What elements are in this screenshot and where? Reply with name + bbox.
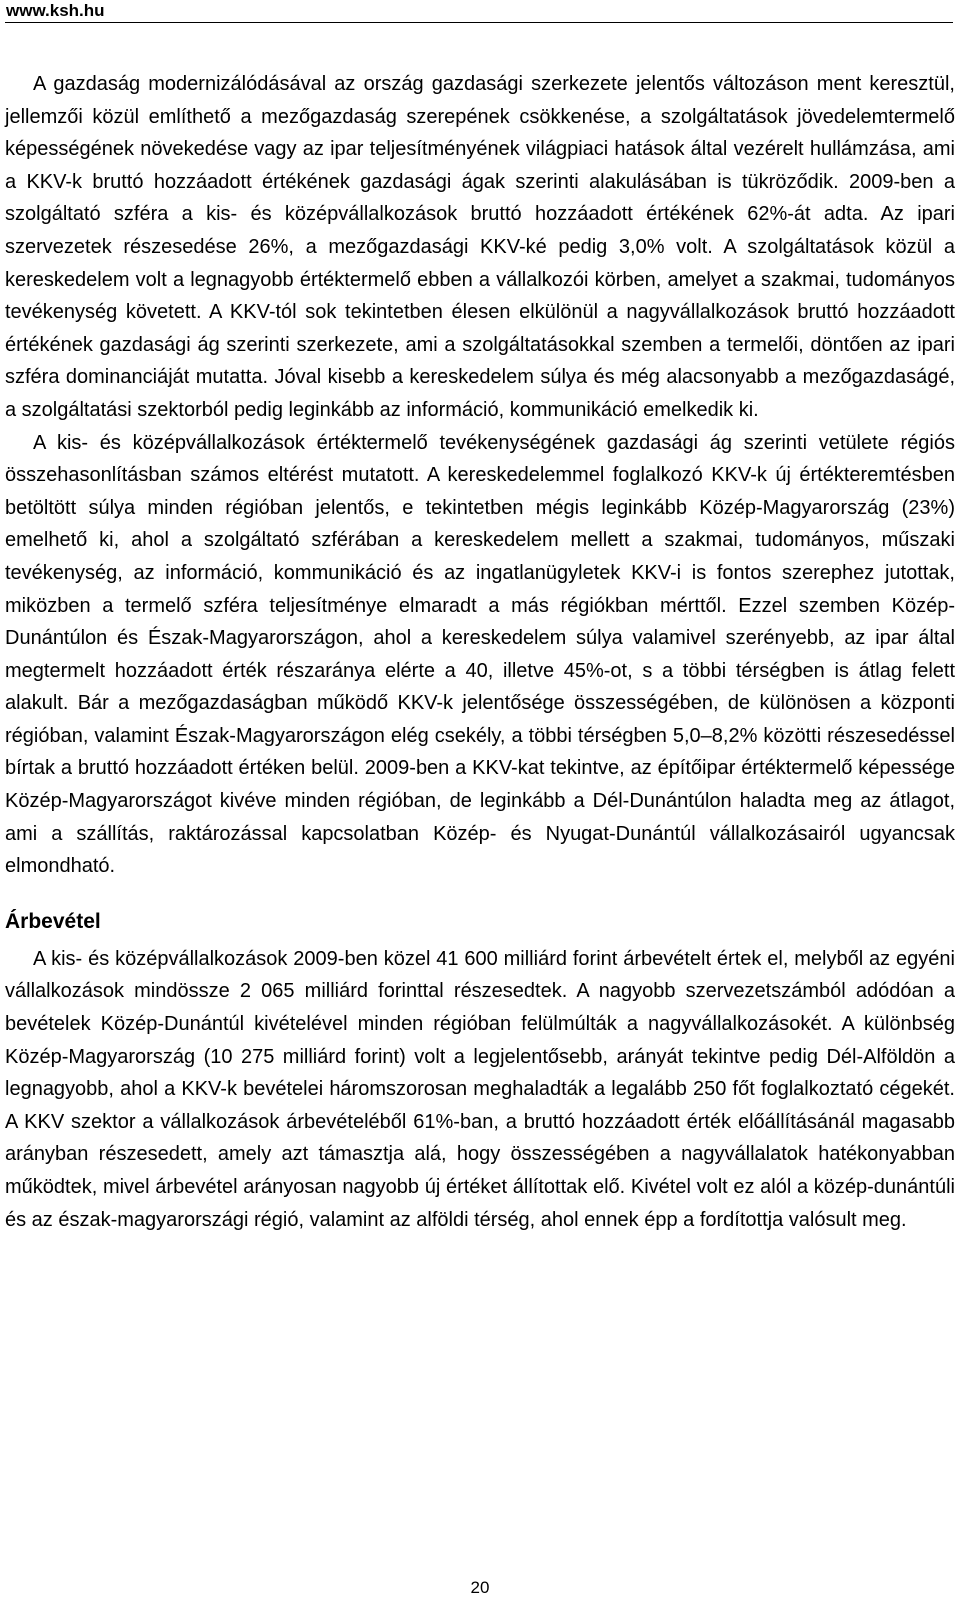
paragraph-gazdasagi-szerkezet: A gazdaság modernizálódásával az ország gazdasági szerkezete jelentős változáson ment keresztül, jellemzői közül említhető a mezőgazdaság szerepének csökkenése, a szolgáltatások jövedelemtermelő képességének növekedése vagy az ipar teljesítményének világpiaci hatások által vezérelt hullámzása, ami a KKV-k bruttó hozzáadott értékének gazdasági ágak szerinti alakulásában is tükröződik. 2009-ben a szolgáltató szféra a kis- és középvállalkozások bruttó hozzáadott értékének 62%-át adta. Az ipari szervezetek részesedése 26%, a mezőgazdasági KKV-ké pedig 3,0% volt. A szolgáltatások közül a kereskedelem volt a legnagyobb értéktermelő ebben a vállalkozói körben, amelyet a szakmai, tudományos tevékenység követett. A KKV-tól sok tekintetben élesen elkülönül a nagyvállalkozások bruttó hozzáadott értékének gazdasági ág szerinti szerkezete, ami a szolgáltatásokkal szemben a termelői, döntően az ipari szféra dominanciáját mutatta. Jóval kisebb a kereskedelem súlya és még alacsonyabb a mezőgazdaságé, a szolgáltatási szektorból pedig leginkább az információ, kommunikáció emelkedik ki. bbox=[5, 73, 955, 421]
paragraph-arbevetel: A kis- és középvállalkozások 2009-ben közel 41 600 milliárd forint árbevételt értek el, melyből az egyéni vállalkozások mindössze 2 065 milliárd forinttal részesedtek. A nagyobb szervezetszámból adódóan a bevételek Közép-Dunántúl kivételével minden régióban felülmúlták a nagyvállalkozásokét. A különbség Közép-Magyarország (10 275 milliárd forint) volt a legjelentősebb, arányát tekintve pedig Dél-Alföldön a legnagyobb, ahol a KKV-k bevételei háromszorosan meghaladták a legalább 250 főt foglalkoztató cégekét. A KKV szektor a vállalkozások árbevételéből 61%-ban, a bruttó hozzáadott érték előállításánál magasabb arányban részesedett, amely azt támasztja alá, hogy összességében a nagyvállalatok hatékonyabban működtek, mivel árbevétel arányosan nagyobb új értéket állítottak elő. Kivétel volt ez alól a közép-dunántúli és az észak-magyarországi régió, valamint az alföldi térség, ahol ennek épp a fordítottja valósult meg. bbox=[5, 947, 955, 1231]
document-body bbox=[5, 68, 955, 1236]
header-divider bbox=[5, 22, 953, 23]
section-heading-arbevetel: Árbevétel bbox=[5, 909, 101, 933]
site-url: www.ksh.hu bbox=[6, 1, 105, 20]
paragraph-regios-osszehasonlitas: A kis- és középvállalkozások értéktermelő tevékenységének gazdasági ág szerinti vetülete régiós összehasonlításban számos eltérést mutatott. A kereskedelemmel foglalkozó KKV-k új értékteremtésben betöltött súlya minden régióban jelentős, e tekintetben mégis leginkább Közép-Magyarország (23%) emelhető ki, ahol a szolgáltató szférában a kereskedelem mellett a szakmai, tudományos, műszaki tevékenység, az információ, kommunikáció és az ingatlanügyletek KKV-i is fontos szerephez jutottak, miközben a termelő szféra teljesítménye elmaradt a más régiókban mérttől. Ezzel szemben Közép-Dunántúlon és Észak-Magyarországon, ahol a kereskedelem súlya valamivel szerényebb, az ipar által megtermelt hozzáadott érték részaránya elérte a 40, illetve 45%-ot, s a többi térségben is átlag felett alakult. Bár a mezőgazdaságban működő KKV-k jelentősége összességében, de különösen a központi régióban, valamint Észak-Magyarországon elég csekély, a többi térségben 5,0–8,2% közötti részesedéssel bírtak a bruttó hozzáadott értéken belül. 2009-ben a KKV-kat tekintve, az építőipar értéktermelő képessége Közép-Magyarországot kivéve minden régióban, de leginkább a Dél-Dunántúlon haladta meg az átlagot, ami a szállítás, raktározással kapcsolatban Közép- és Nyugat-Dunántúl vállalkozásairól ugyancsak elmondható. bbox=[5, 431, 955, 878]
page-number: 20 bbox=[470, 1578, 490, 1597]
